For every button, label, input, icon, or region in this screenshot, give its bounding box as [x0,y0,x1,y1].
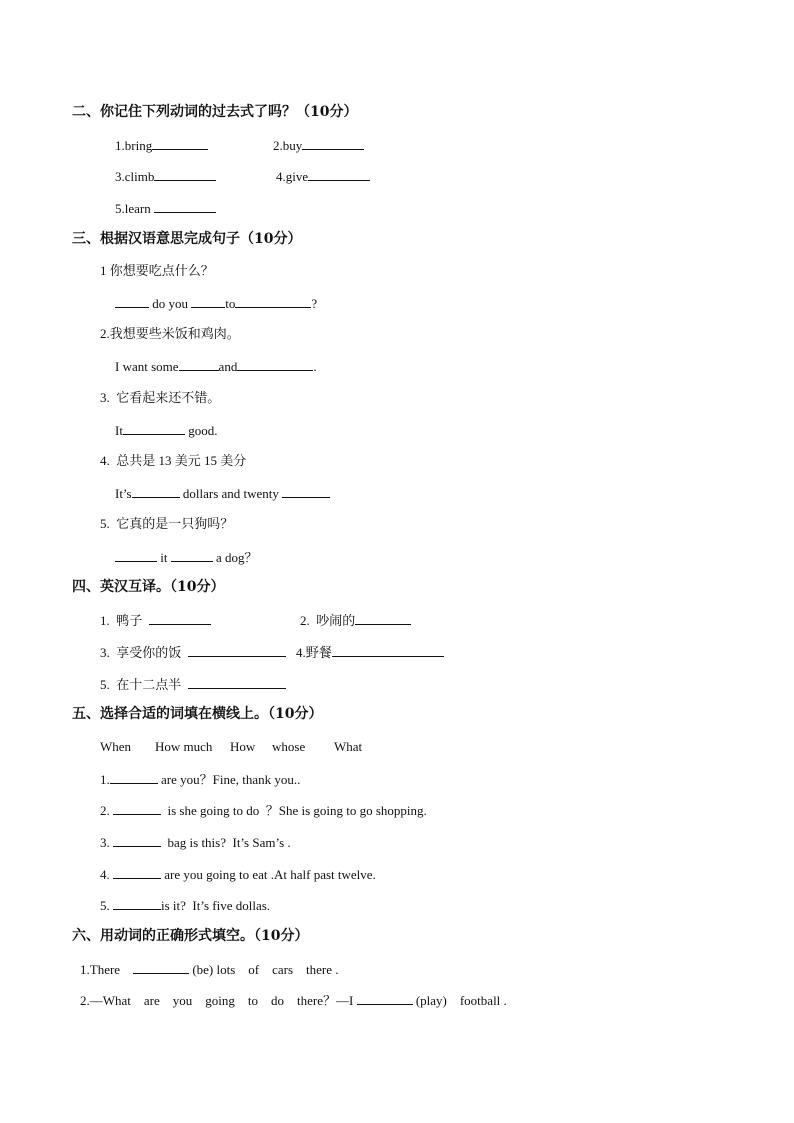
answer-blank[interactable] [191,295,225,308]
s2-q2 [273,137,364,154]
answer-blank[interactable] [132,485,180,498]
answer-blank[interactable] [237,358,313,371]
answer-blank[interactable] [188,644,286,657]
s2-q4 [276,168,370,185]
s2-q1 [115,137,208,154]
s3-q4-chinese: 4. 总共是 13 美元 15 美分 [100,453,247,468]
answer-blank[interactable] [113,866,161,879]
s6-q1 [80,961,339,978]
s5-q1 [100,771,300,788]
s3-q2-text-c: . [313,359,317,374]
s6-q2-text-b: (play) football . [415,993,507,1008]
s5-q2-num: 2. [100,803,110,818]
answer-blank[interactable] [171,549,213,562]
answer-blank[interactable] [115,295,149,308]
answer-blank[interactable] [357,992,413,1005]
answer-blank[interactable] [113,897,161,910]
section-6-heading: 六、用动词的正确形式填空。（10分） [72,928,309,944]
s4-q1 [100,612,211,629]
s4-q5 [100,676,286,693]
s5-q3 [100,834,291,851]
s6-q1-text-a: 1.There [80,962,121,977]
answer-blank[interactable] [355,612,411,625]
answer-blank[interactable] [154,200,216,213]
s5-q4-num: 4. [100,867,110,882]
s4-q5-label: 5. 在十二点半 [100,677,182,692]
s5-q1-num: 1. [100,772,110,787]
s5-q1-text: are you？Fine, thank you.. [161,772,301,787]
s4-q4-label: 4.野餐 [296,645,332,660]
s2-q4-label: 4.give [276,169,309,184]
s3-q1-text-a: do you [152,296,188,311]
s2-q1-label: 1.bring [115,138,153,153]
answer-blank[interactable] [308,168,370,181]
word-option: whose [272,739,306,754]
answer-blank[interactable] [123,422,185,435]
s4-q2 [300,612,411,629]
s5-q2-text: is she going to do ？She is going to go shopping. [167,803,427,818]
s5-q4-text: are you going to eat .At half past twelve. [164,867,376,882]
s2-q5 [115,200,216,217]
answer-blank[interactable] [115,549,157,562]
answer-blank[interactable] [152,137,208,150]
word-option: How much [155,739,213,754]
s5-q3-text: bag is this? It’s Sam’s . [167,835,291,850]
s3-q1-text-c: ? [311,296,318,311]
s2-q3-label: 3.climb [115,169,155,184]
word-option: When [100,739,132,754]
s3-q4-answer [115,485,330,502]
s3-q3-answer [115,422,217,439]
s2-q5-label: 5.learn [115,201,151,216]
s3-q2-answer [115,358,317,375]
answer-blank[interactable] [133,961,189,974]
s3-q3-text-a: It [115,423,123,438]
section-2-heading: 二、你记住下列动词的过去式了吗？（10分） [72,104,358,120]
answer-blank[interactable] [302,137,364,150]
s3-q2-chinese: 2.我想要些米饭和鸡肉。 [100,326,240,341]
s4-q2-label: 2. 吵闹的 [300,613,356,628]
answer-blank[interactable] [282,485,330,498]
answer-blank[interactable] [113,834,161,847]
s3-q4-text-b: dollars and twenty [182,486,279,501]
answer-blank[interactable] [110,771,158,784]
s3-q4-text-a: It’s [115,486,132,501]
answer-blank[interactable] [154,168,216,181]
s3-q3-text-b: good. [188,423,218,438]
answer-blank[interactable] [235,295,311,308]
s5-q4 [100,866,376,883]
s5-q3-num: 3. [100,835,110,850]
s4-q3-label: 3. 享受你的饭 [100,645,182,660]
s3-q5-chinese: 5. 它真的是一只狗吗？ [100,516,234,531]
answer-blank[interactable] [332,644,444,657]
s5-q5 [100,897,270,914]
s6-q2-text-a: 2.—What are you going to do there？—I [80,993,354,1008]
answer-blank[interactable] [188,676,286,689]
s3-q2-text-a: I want some [115,359,179,374]
s4-q1-label: 1. 鸭子 [100,613,143,628]
s6-q1-text-b: (be) lots of cars there . [192,962,339,977]
s3-q3-chinese: 3. 它看起来还不错。 [100,390,221,405]
s3-q5-answer [115,549,258,566]
s6-q2 [80,992,507,1009]
word-option: What [334,739,363,754]
answer-blank[interactable] [179,358,219,371]
s3-q1-text-b: to [225,296,236,311]
word-option: How [230,739,256,754]
section-5-heading: 五、选择合适的词填在横线上。（10分） [72,706,323,722]
s3-q5-text-b: a dog？ [215,550,258,565]
s5-q5-text: is it? It’s five dollas. [161,898,271,913]
answer-blank[interactable] [113,802,161,815]
s3-q2-text-b: and [218,359,238,374]
section-4-heading: 四、英汉互译。（10分） [72,579,225,595]
s3-q1-chinese: 1 你想要吃点什么？ [100,263,214,278]
s2-q3 [115,168,216,185]
s4-q4 [296,644,444,661]
s5-q2 [100,802,427,819]
answer-blank[interactable] [149,612,211,625]
s4-q3 [100,644,286,661]
section-3-heading: 三、根据汉语意思完成句子（10分） [72,231,302,247]
s2-q2-label: 2.buy [273,138,303,153]
s5-q5-num: 5. [100,898,110,913]
s3-q5-text-a: it [160,550,168,565]
s3-q1-answer [115,295,317,312]
